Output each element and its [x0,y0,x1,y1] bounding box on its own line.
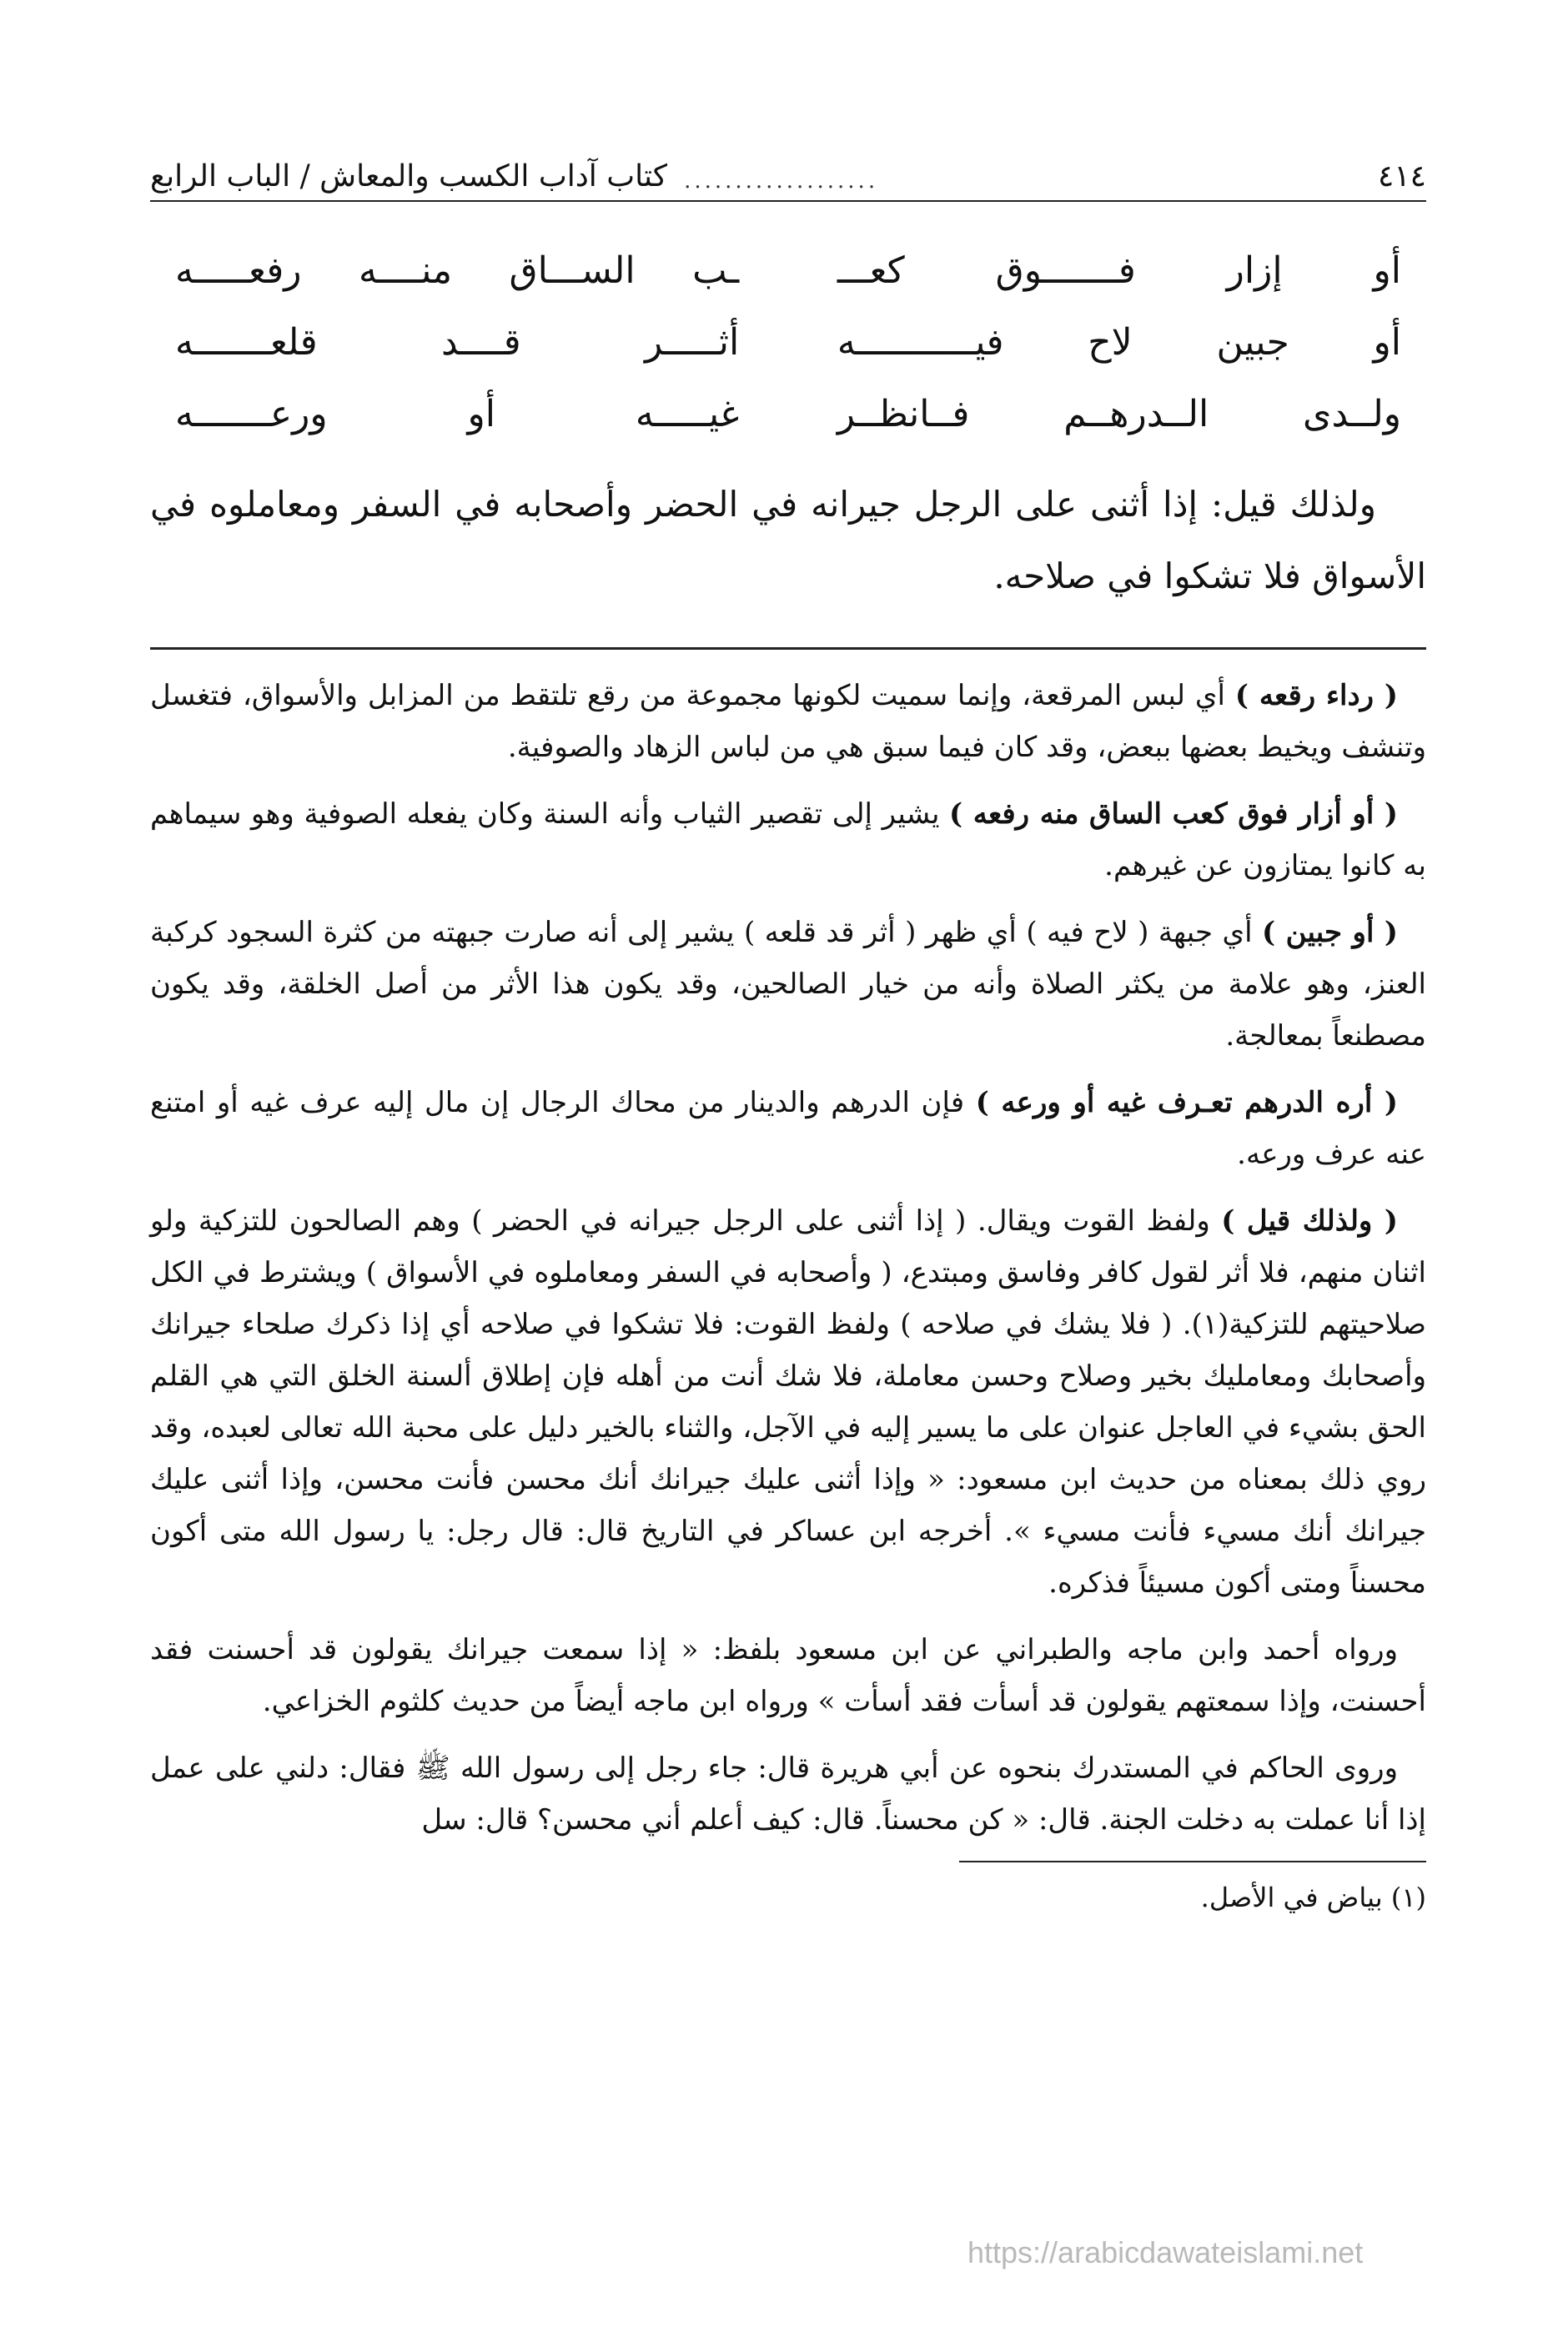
quoted-phrase: ( أو جبين ) [1262,916,1398,949]
quoted-phrase: ( رداء رقعه ) [1234,679,1398,712]
commentary-paragraph [150,907,1426,1062]
footnote-rule [959,1861,1426,1862]
verse-first-hemistich: ولــدى الــدرهــم فــانظــر [837,393,1401,435]
poem-verse [175,379,1401,450]
poem [175,235,1401,450]
main-text: ولذلك قيل: إذا أثنى على الرجل جيرانه في الحضر وأصحابه في السفر ومعاملوه في الأسواق فلا تشكوا في صلاحه. [150,484,1426,596]
running-header [150,142,1426,202]
paragraph-text: يشير إلى تقصير الثياب وأنه السنة وكان يفعله الصوفية وهو سيماهم به كانوا يمتازون عن غيرهم. [150,797,1426,882]
commentary-paragraph [150,1742,1426,1846]
commentary-separator [150,647,1426,650]
quoted-phrase: ( أره الدرهم تعـرف غيه أو ورعه ) [975,1086,1398,1119]
footnote: (١) بياض في الأصل. [1200,1882,1426,1913]
commentary-paragraph [150,1077,1426,1180]
paragraph-text: فإن الدرهم والدينار من محاك الرجال إن مال إليه عرف غيه أو امتنع عنه عرف ورعه. [150,1086,1426,1171]
commentary-paragraph [150,1624,1426,1727]
commentary-paragraph [150,670,1426,773]
verse-second-hemistich: ـب الســـاق منــــه رفعـــــه [175,249,740,292]
quoted-phrase: ( أو أزار فوق كعب الساق منه رفعه ) [949,797,1398,831]
paragraph-text: أي جبهة ( لاح فيه ) أي ظهر ( أثر قد قلعه ) يشير إلى أنه صارت جبهته من كثرة السجود كركبة العنز، وهو علامة من يكثر الصلاة وأنه من خيار الصالحين، وقد يكون هذا الأثر من أصل الخلقة، وقد يكون مصطنعاً بمعالجة. [150,916,1426,1053]
paragraph-text: ورواه أحمد وابن ماجه والطبراني عن ابن مسعود بلفظ: « إذا سمعت جيرانك يقولون قد أحسنت فقد أحسنت، وإذا سمعتهم يقولون قد أسأت فقد أسأت » ورواه ابن ماجه أيضاً من حديث كلثوم الخزاعي. [150,1633,1426,1718]
book-page [150,142,1426,1921]
poem-verse [175,307,1401,379]
page-number: ٤١٤ [1377,159,1426,193]
quoted-phrase: ( ولذلك قيل ) [1221,1204,1398,1238]
verse-second-hemistich: غيـــــه أو ورعـــــــه [175,393,740,435]
commentary-paragraph [150,788,1426,892]
commentary [150,670,1426,1846]
leader-dots: ................... [684,168,879,193]
verse-first-hemistich: أو إزار فـــــــوق كعـــ [837,249,1401,292]
poem-verse [175,235,1401,307]
verse-second-hemistich: أثـــــر قــــد قلعـــــــه [175,321,740,364]
paragraph-text: ولفظ القوت ويقال. ( إذا أثنى على الرجل جيرانه في الحضر ) وهم الصالحون للتزكية ولو اثنان منهم، فلا أثر لقول كافر وفاسق ومبتدع، ( وأصحابه في السفر ومعاملوه في الأسواق ) ويشترط في الكل صلاحيتهم للتزكية(١). ( فلا يشك في صلاحه ) ولفظ القوت: فلا تشكوا في صلاحه أي إذا ذكرك صلحاء جيرانك وأصحابك ومعامليك بخير وصلاح وحسن معاملة، فلا شك أنت من أهله فإن إطلاق ألسنة الخلق التي هي القلم الحق بشيء في العاجل عنوان على ما يسير إليه في الآجل، والثناء بالخير دليل على محبة الله تعالى لعبده، وقد روي ذلك بمعناه من حديث ابن مسعود: « وإذا أثنى عليك جيرانك أنك محسن فأنت محسن، وإذا أثنى عليك جيرانك أنك مسيء فأنت مسيء ». أخرجه ابن عساكر في التاريخ قال: قال رجل: يا رسول الله متى أكون محسناً ومتى أكون مسيئاً فذكره. [150,1204,1426,1600]
verse-first-hemistich: أو جبين لاح فيـــــــــــه [837,321,1401,364]
chapter-title: كتاب آداب الكسب والمعاش / الباب الرابع [150,159,668,193]
commentary-paragraph [150,1195,1426,1609]
header-title-group [150,159,878,193]
paragraph-text: وروى الحاكم في المستدرك بنحوه عن أبي هريرة قال: جاء رجل إلى رسول الله ﷺ فقال: دلني على عمل إذا أنا عملت به دخلت الجنة. قال: « كن محسناً. قال: كيف أعلم أني محسن؟ قال: سل [150,1752,1426,1837]
paragraph-text: أي لبس المرقعة، وإنما سميت لكونها مجموعة من رقع تلتقط من المزابل والأسواق، فتغسل وتنشف ويخيط بعضها ببعض، وقد كان فيما سبق هي من لباس الزهاد والصوفية. [150,679,1426,764]
watermark-url: https://arabicdawateislami.net [967,2235,1364,2269]
